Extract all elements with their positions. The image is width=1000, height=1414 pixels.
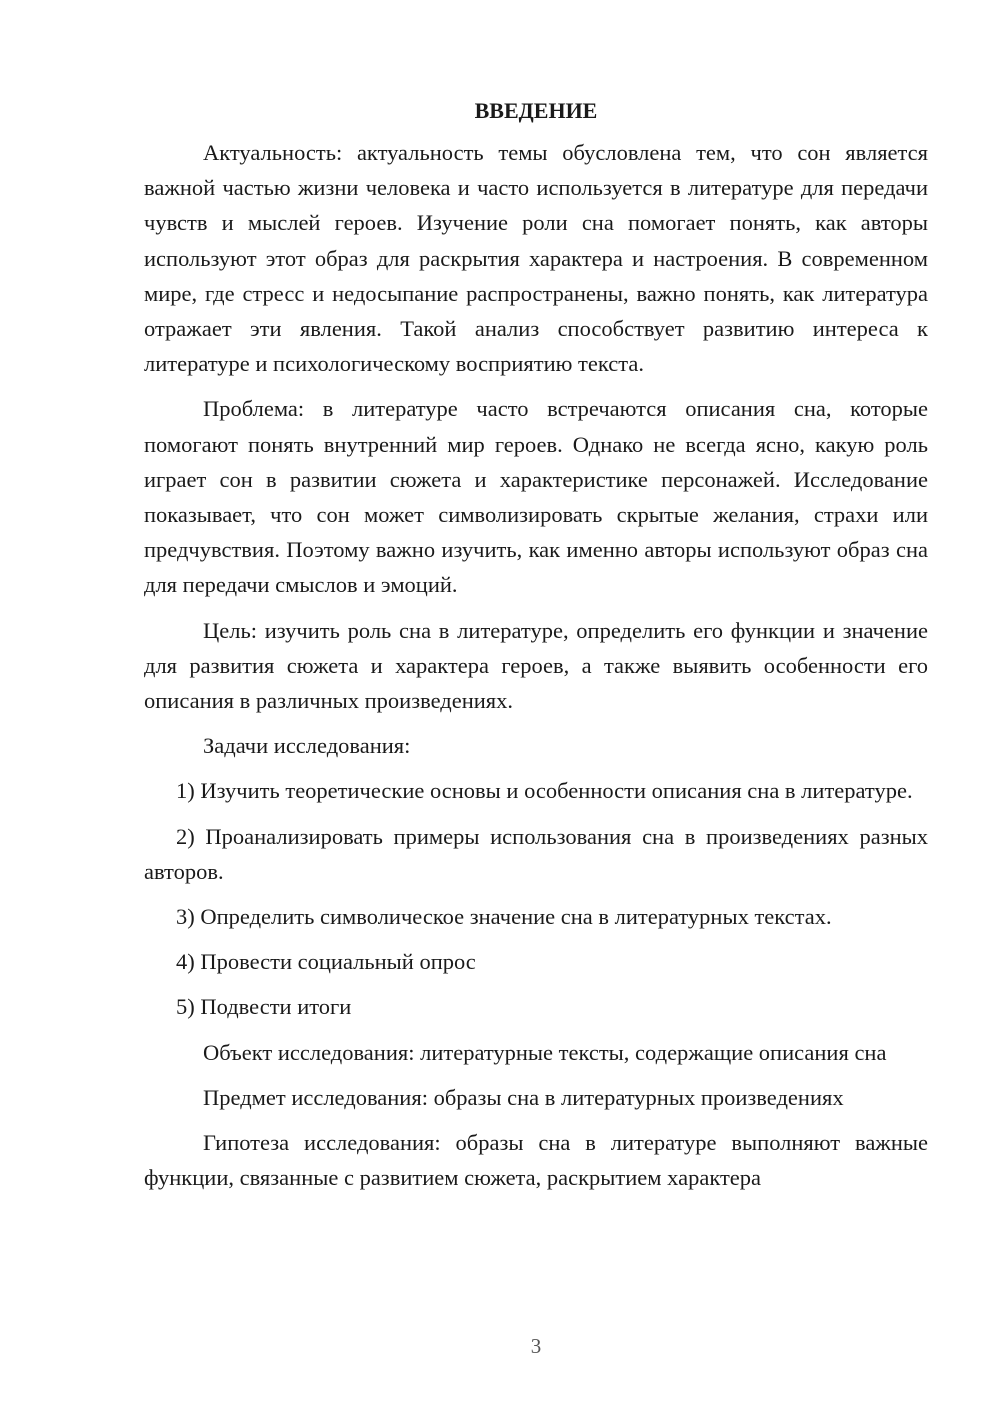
task-item-5: 5) Подвести итоги xyxy=(176,994,352,1020)
section-title: ВВЕДЕНИЕ xyxy=(474,98,598,123)
paragraph-goal: Цель: изучить роль сна в литературе, определить его функции и значение для развития сюжета и характера героев, а также выявить особенности его описания в различных произведениях. xyxy=(144,617,928,714)
task-item-1: 1) Изучить теоретические основы и особенности описания сна в литературе. xyxy=(176,778,913,804)
task-item-2: 2) Проанализировать примеры использования сна в произведениях разных авторов. xyxy=(144,823,928,884)
paragraph-object: Объект исследования: литературные тексты, содержащие описания сна xyxy=(203,1039,887,1065)
paragraph-hypothesis: Гипотеза исследования: образы сна в литературе выполняют важные функции, связанные с развитием сюжета, раскрытием характера xyxy=(144,1130,928,1191)
document-body xyxy=(144,93,928,1205)
task-item-3: 3) Определить символическое значение сна в литературных текстах. xyxy=(176,904,832,930)
page-number: 3 xyxy=(530,1334,542,1358)
task-item-4: 4) Провести социальный опрос xyxy=(176,949,476,975)
paragraph-relevance: Актуальность: актуальность темы обусловлена тем, что сон является важной частью жизни человека и часто используется в литературе для передачи чувств и мыслей героев. Изучение роли сна помогает понять, как авторы используют этот образ для раскрытия характера и настроения. В современном мире, где стресс и недосыпание распространены, важно понять, как литература отражает эти явления. Такой анализ способствует развитию интереса к литературе и психологическому восприятию текста. xyxy=(144,140,928,377)
tasks-heading: Задачи исследования: xyxy=(203,733,411,759)
paragraph-subject: Предмет исследования: образы сна в литературных произведениях xyxy=(203,1084,844,1110)
paragraph-problem: Проблема: в литературе часто встречаются описания сна, которые помогают понять внутренний мир героев. Однако не всегда ясно, какую роль играет сон в развитии сюжета и характеристике персонажей. Исследование показывает, что сон может символизировать скрытые желания, страхи или предчувствия. Поэтому важно изучить, как именно авторы используют образ сна для передачи смыслов и эмоций. xyxy=(144,396,928,598)
